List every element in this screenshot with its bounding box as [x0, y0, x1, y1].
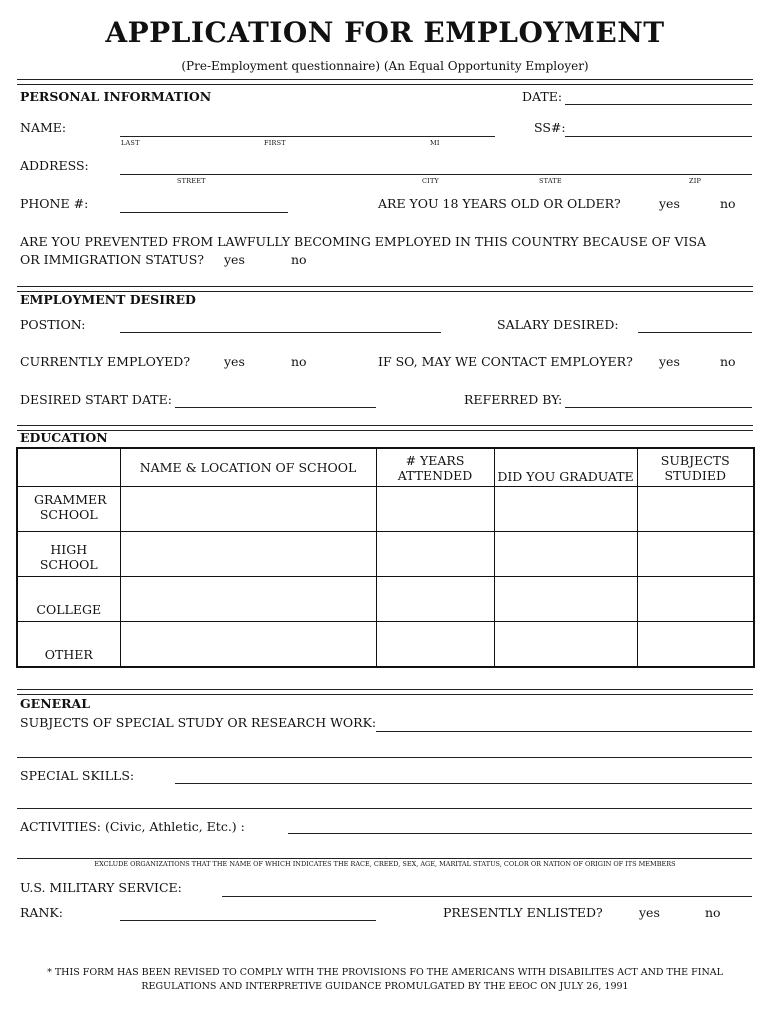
education-header-subjects: SUBJECTS STUDIED	[637, 448, 754, 487]
address-state-caption: STATE	[539, 177, 562, 185]
graduate-cell[interactable]	[494, 532, 637, 577]
visa-question-line2: OR IMMIGRATION STATUS?	[20, 252, 204, 267]
research-field[interactable]	[376, 731, 752, 732]
subjects-cell[interactable]	[637, 577, 754, 622]
graduate-cell[interactable]	[494, 487, 637, 532]
ss-label: SS#:	[534, 120, 566, 135]
education-row-label: GRAMMER SCHOOL	[17, 487, 120, 532]
years-cell[interactable]	[376, 532, 494, 577]
contact-employer-no[interactable]: no	[720, 354, 736, 369]
footer-line-1: * THIS FORM HAS BEEN REVISED TO COMPLY WITH THE PROVISIONS FO THE AMERICANS WITH DISABILITES ACT AND THE FINAL	[47, 967, 723, 978]
name-last-caption: LAST	[121, 139, 140, 147]
table-row	[17, 577, 754, 622]
referred-by-field[interactable]	[565, 407, 752, 408]
salary-label: SALARY DESIRED:	[497, 317, 619, 332]
education-row-label: COLLEGE	[17, 577, 120, 622]
military-field[interactable]	[222, 896, 752, 897]
address-street-caption: STREET	[177, 177, 206, 185]
age-yes-option[interactable]: yes	[659, 196, 680, 211]
research-field-continued[interactable]	[17, 757, 752, 758]
visa-yes-option[interactable]: yes	[224, 252, 245, 267]
enlisted-no-option[interactable]: no	[705, 905, 721, 920]
age-no-option[interactable]: no	[720, 196, 736, 211]
years-cell[interactable]	[376, 487, 494, 532]
military-label: U.S. MILITARY SERVICE:	[20, 880, 182, 895]
activities-field[interactable]	[288, 833, 752, 834]
address-field[interactable]	[120, 174, 752, 175]
currently-employed-yes[interactable]: yes	[224, 354, 245, 369]
education-heading: EDUCATION	[20, 430, 108, 445]
rank-label: RANK:	[20, 905, 63, 920]
form-title: APPLICATION FOR EMPLOYMENT	[105, 16, 665, 49]
contact-employer-label: IF SO, MAY WE CONTACT EMPLOYER?	[378, 354, 633, 369]
school-cell[interactable]	[120, 622, 376, 668]
salary-field[interactable]	[638, 332, 752, 333]
form-subtitle: (Pre-Employment questionnaire) (An Equal Opportunity Employer)	[181, 59, 589, 73]
skills-field[interactable]	[175, 783, 752, 784]
enlisted-label: PRESENTLY ENLISTED?	[443, 905, 603, 920]
name-field[interactable]	[120, 136, 495, 137]
enlisted-yes-option[interactable]: yes	[639, 905, 660, 920]
contact-employer-yes[interactable]: yes	[659, 354, 680, 369]
graduate-cell[interactable]	[494, 577, 637, 622]
education-row-label: OTHER	[17, 622, 120, 668]
general-heading: GENERAL	[20, 696, 91, 711]
years-cell[interactable]	[376, 622, 494, 668]
activities-field-continued[interactable]	[17, 858, 752, 859]
school-cell[interactable]	[120, 577, 376, 622]
research-label: SUBJECTS OF SPECIAL STUDY OR RESEARCH WORK:	[20, 715, 377, 730]
referred-by-label: REFERRED BY:	[464, 392, 563, 407]
phone-label: PHONE #:	[20, 196, 89, 211]
rank-field[interactable]	[120, 920, 376, 921]
education-header-empty	[17, 448, 120, 487]
ss-field[interactable]	[565, 136, 752, 137]
table-row	[17, 622, 754, 668]
years-cell[interactable]	[376, 577, 494, 622]
school-cell[interactable]	[120, 487, 376, 532]
footer-line-2: REGULATIONS AND INTERPRETIVE GUIDANCE PROMULGATED BY THE EEOC ON JULY 26, 1991	[141, 981, 629, 992]
compliance-footer	[0, 966, 770, 994]
section-divider	[17, 79, 753, 85]
education-header-graduate: DID YOU GRADUATE	[494, 448, 637, 487]
section-divider	[17, 689, 753, 695]
start-date-label: DESIRED START DATE:	[20, 392, 172, 407]
subjects-cell[interactable]	[637, 487, 754, 532]
visa-question-line1: ARE YOU PREVENTED FROM LAWFULLY BECOMING EMPLOYED IN THIS COUNTRY BECAUSE OF VISA	[20, 234, 707, 249]
date-field[interactable]	[565, 104, 752, 105]
table-row	[17, 532, 754, 577]
education-row-label: HIGH SCHOOL	[17, 532, 120, 577]
address-city-caption: CITY	[422, 177, 439, 185]
phone-field[interactable]	[120, 212, 288, 213]
exclude-organizations-note: EXCLUDE ORGANIZATIONS THAT THE NAME OF WHICH INDICATES THE RACE, CREED, SEX, AGE, MARITAL STATUS, COLOR OR NATION OF ORIGIN OF ITS MEMBERS	[94, 860, 676, 868]
school-cell[interactable]	[120, 532, 376, 577]
name-first-caption: FIRST	[264, 139, 286, 147]
address-label: ADDRESS:	[20, 158, 89, 173]
skills-label: SPECIAL SKILLS:	[20, 768, 135, 783]
address-zip-caption: ZIP	[689, 177, 702, 185]
currently-employed-no[interactable]: no	[291, 354, 307, 369]
table-row	[17, 487, 754, 532]
date-label: DATE:	[522, 89, 563, 104]
personal-heading: PERSONAL INFORMATION	[20, 89, 212, 104]
position-label: POSTION:	[20, 317, 86, 332]
employment-heading: EMPLOYMENT DESIRED	[20, 292, 196, 307]
skills-field-continued[interactable]	[17, 808, 752, 809]
section-divider	[17, 425, 753, 431]
graduate-cell[interactable]	[494, 622, 637, 668]
subjects-cell[interactable]	[637, 622, 754, 668]
education-header-years: # YEARS ATTENDED	[376, 448, 494, 487]
subjects-cell[interactable]	[637, 532, 754, 577]
education-table	[16, 447, 755, 668]
education-header-row	[17, 448, 754, 487]
name-label: NAME:	[20, 120, 67, 135]
name-mi-caption: MI	[430, 139, 440, 147]
currently-employed-label: CURRENTLY EMPLOYED?	[20, 354, 191, 369]
start-date-field[interactable]	[175, 407, 376, 408]
activities-label: ACTIVITIES: (Civic, Athletic, Etc.) :	[20, 819, 245, 834]
visa-no-option[interactable]: no	[291, 252, 307, 267]
age-question: ARE YOU 18 YEARS OLD OR OLDER?	[378, 196, 621, 211]
position-field[interactable]	[120, 332, 441, 333]
education-header-school: NAME & LOCATION OF SCHOOL	[120, 448, 376, 487]
